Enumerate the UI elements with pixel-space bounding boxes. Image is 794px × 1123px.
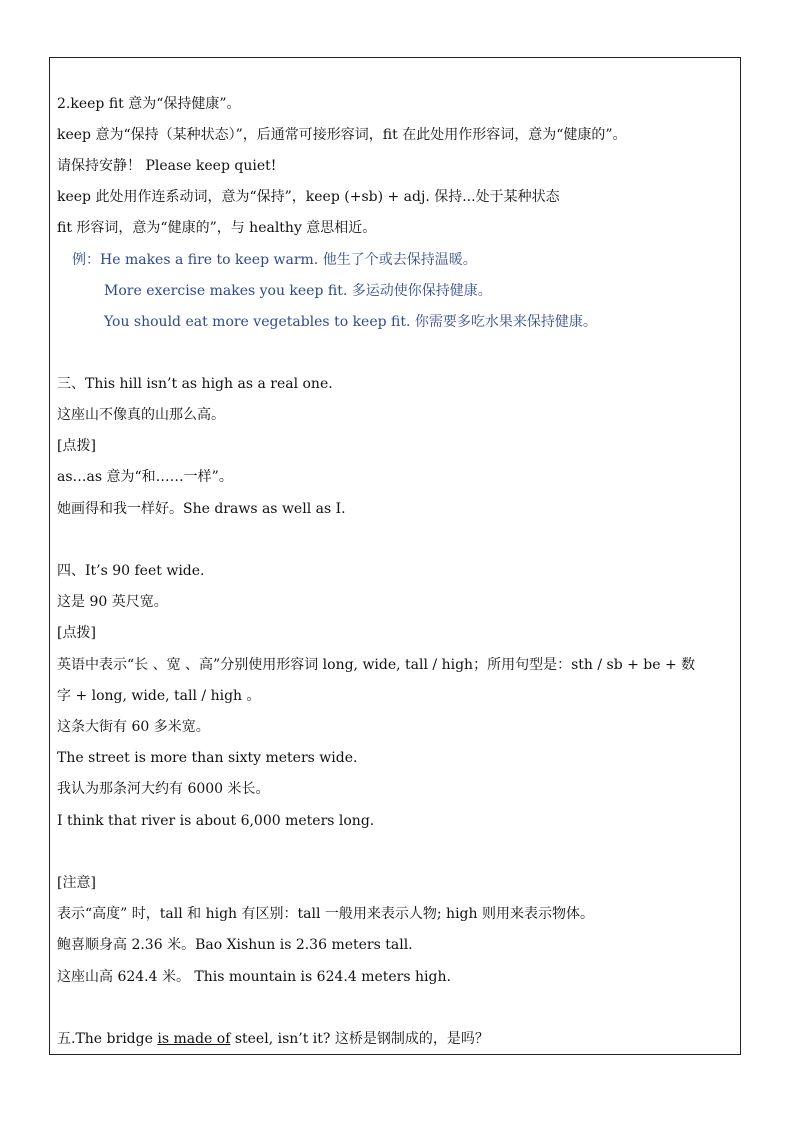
text-line: 鲍喜顺身高 2.36 米。Bao Xishun is 2.36 meters tall. bbox=[57, 937, 413, 953]
section-heading: 三、This hill isn’t as high as a real one. bbox=[57, 376, 333, 392]
text-line: The street is more than sixty meters wide. bbox=[57, 750, 358, 766]
text-line: fit 形容词，意为“健康的”，与 healthy 意思相近。 bbox=[57, 220, 377, 236]
text-line: 请保持安静！ Please keep quiet! bbox=[57, 158, 277, 174]
text-line: 我认为那条河大约有 6000 米长。 bbox=[57, 781, 270, 797]
text-line: keep 意为“保持（某种状态）”，后通常可接形容词，fit 在此处用作形容词，意为“健康的”。 bbox=[57, 127, 627, 143]
note-label: [注意] bbox=[57, 875, 96, 891]
example-line: You should eat more vegetables to keep fit. 你需要多吃水果来保持健康。 bbox=[104, 314, 597, 330]
text-line: keep 此处用作连系动词，意为“保持”，keep (+sb) + adj. 保持...处于某种状态 bbox=[57, 189, 560, 205]
example-line: 例：He makes a fire to keep warm. 他生了个或去保持温暖。 bbox=[72, 252, 477, 268]
text-line: 这座山不像真的山那么高。 bbox=[57, 407, 225, 423]
note-label: [点拨] bbox=[57, 625, 96, 641]
text-line: 表示“高度” 时，tall 和 high 有区别：tall 一般用来表示人物; high 则用来表示物体。 bbox=[57, 906, 594, 922]
note-label: [点拨] bbox=[57, 438, 96, 454]
text-line: 她画得和我一样好。She draws as well as I. bbox=[57, 501, 346, 517]
text-line: as…as 意为“和……一样”。 bbox=[57, 469, 233, 485]
text-line: 字 + long, wide, tall / high 。 bbox=[57, 688, 261, 704]
text-line: I think that river is about 6,000 meters long. bbox=[57, 813, 375, 829]
example-line: More exercise makes you keep fit. 多运动使你保持健康。 bbox=[104, 283, 492, 299]
text-line: 这条大街有 60 多米宽。 bbox=[57, 719, 210, 735]
text-line: 这是 90 英尺宽。 bbox=[57, 594, 168, 610]
last-line-prefix: 五.The bridge bbox=[57, 1031, 158, 1047]
underlined-phrase: is made of bbox=[157, 1031, 231, 1047]
last-line-suffix: steel, isn’t it? 这桥是钢制成的，是吗？ bbox=[230, 1031, 489, 1047]
text-line: 英语中表示“长 、宽 、高”分别使用形容词 long, wide, tall / high；所用句型是：sth / sb + be + 数 bbox=[57, 657, 696, 673]
text-line: 这座山高 624.4 米。 This mountain is 624.4 meters high. bbox=[57, 969, 451, 985]
section-heading bbox=[57, 1029, 489, 1049]
text-line: 2.keep fit 意为“保持健康”。 bbox=[57, 96, 241, 112]
section-heading: 四、It’s 90 feet wide. bbox=[57, 563, 205, 579]
